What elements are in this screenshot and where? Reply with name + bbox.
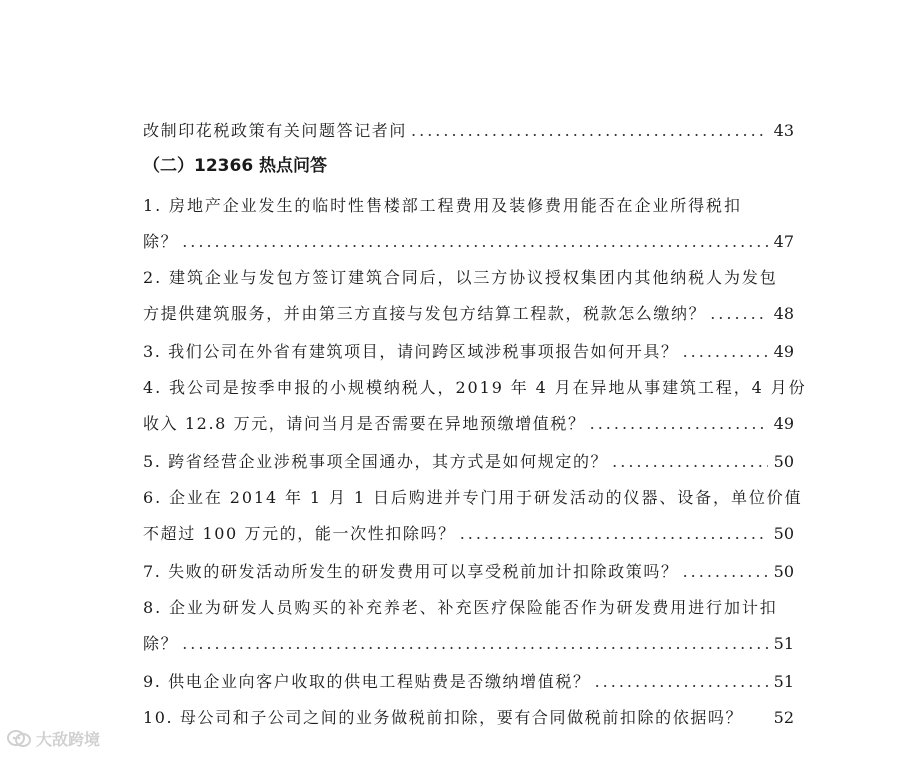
toc-entry-text-line[interactable]: 4. 我公司是按季申报的小规模纳税人，2019 年 4 月在异地从事建筑工程，4 月份 bbox=[143, 378, 807, 397]
toc-page-number: 49 bbox=[773, 342, 794, 361]
toc-entry-text: 10. 母公司和子公司之间的业务做税前扣除，要有合同做税前扣除的依据吗？ bbox=[143, 708, 744, 727]
toc-entry-text: 3. 我们公司在外省有建筑项目，请问跨区域涉税事项报告如何开具？ bbox=[143, 342, 679, 361]
toc-page-number: 51 bbox=[773, 634, 794, 653]
toc-entry-text: 9. 供电企业向客户收取的供电工程贴费是否缴纳增值税？ bbox=[143, 672, 591, 691]
toc-entry[interactable] bbox=[143, 230, 794, 254]
toc-entry-text: 除？ bbox=[143, 232, 179, 251]
toc-leader-dots bbox=[460, 522, 768, 546]
toc-page-number: 50 bbox=[773, 524, 794, 543]
toc-leader-dots bbox=[612, 450, 767, 474]
toc-entry[interactable] bbox=[143, 560, 794, 584]
toc-page-number: 48 bbox=[773, 304, 794, 323]
toc-entry-text: 5. 跨省经营企业涉税事项全国通办，其方式是如何规定的？ bbox=[143, 452, 609, 471]
toc-leader-dots bbox=[182, 230, 767, 254]
toc-entry[interactable] bbox=[143, 670, 794, 694]
toc-entry-text-line[interactable]: 8. 企业为研发人员购买的补充养老、补充医疗保险能否作为研发费用进行加计扣 bbox=[143, 598, 778, 617]
toc-entry[interactable] bbox=[143, 119, 794, 143]
toc-page-number: 47 bbox=[773, 232, 794, 251]
toc-leader-dots bbox=[590, 412, 768, 436]
toc-page-number: 50 bbox=[773, 452, 794, 471]
toc-entry[interactable] bbox=[143, 302, 794, 326]
chat-bubble-logo-icon bbox=[6, 728, 32, 750]
toc-entry[interactable] bbox=[143, 412, 794, 436]
section-heading: （二）12366 热点问答 bbox=[143, 156, 328, 176]
toc-entry-text-line[interactable]: 2. 建筑企业与发包方签订建筑合同后，以三方协议授权集团内其他纳税人为发包 bbox=[143, 268, 778, 287]
toc-entry[interactable] bbox=[143, 340, 794, 364]
toc-entry-text: 不超过 100 万元的，能一次性扣除吗？ bbox=[143, 524, 456, 543]
toc-page-number: 50 bbox=[773, 562, 794, 581]
watermark-text: 大敌跨境 bbox=[36, 730, 101, 749]
toc-page-number: 51 bbox=[773, 672, 794, 691]
toc-leader-dots bbox=[182, 632, 767, 656]
toc-entry-text: 7. 失败的研发活动所发生的研发费用可以享受税前加计扣除政策吗？ bbox=[143, 562, 679, 581]
watermark bbox=[6, 727, 100, 750]
toc-leader-dots bbox=[595, 670, 768, 694]
toc-entry[interactable] bbox=[143, 706, 794, 730]
toc-entry-text: 收入 12.8 万元，请问当月是否需要在异地预缴增值税？ bbox=[143, 414, 586, 433]
toc-page-number: 52 bbox=[773, 708, 794, 727]
toc-entry-text: 方提供建筑服务，并由第三方直接与发包方结算工程款，税款怎么缴纳？ bbox=[143, 304, 707, 323]
toc-entry-text: 改制印花税政策有关问题答记者问 bbox=[143, 121, 408, 140]
toc-entry[interactable] bbox=[143, 450, 794, 474]
toc-leader-dots bbox=[683, 340, 768, 364]
toc-leader-dots bbox=[411, 119, 768, 143]
toc-page-number: 49 bbox=[773, 414, 794, 433]
toc-entry-text: 除？ bbox=[143, 634, 179, 653]
toc-leader-dots bbox=[710, 302, 767, 326]
toc-page-number: 43 bbox=[773, 121, 794, 140]
toc-leader-dots bbox=[683, 560, 768, 584]
toc-entry-text-line[interactable]: 6. 企业在 2014 年 1 月 1 日后购进并专门用于研发活动的仪器、设备，单位价值 bbox=[143, 488, 803, 507]
toc-entry[interactable] bbox=[143, 522, 794, 546]
toc-entry-text-line[interactable]: 1. 房地产企业发生的临时性售楼部工程费用及装修费用能否在企业所得税扣 bbox=[143, 196, 742, 215]
toc-entry[interactable] bbox=[143, 632, 794, 656]
